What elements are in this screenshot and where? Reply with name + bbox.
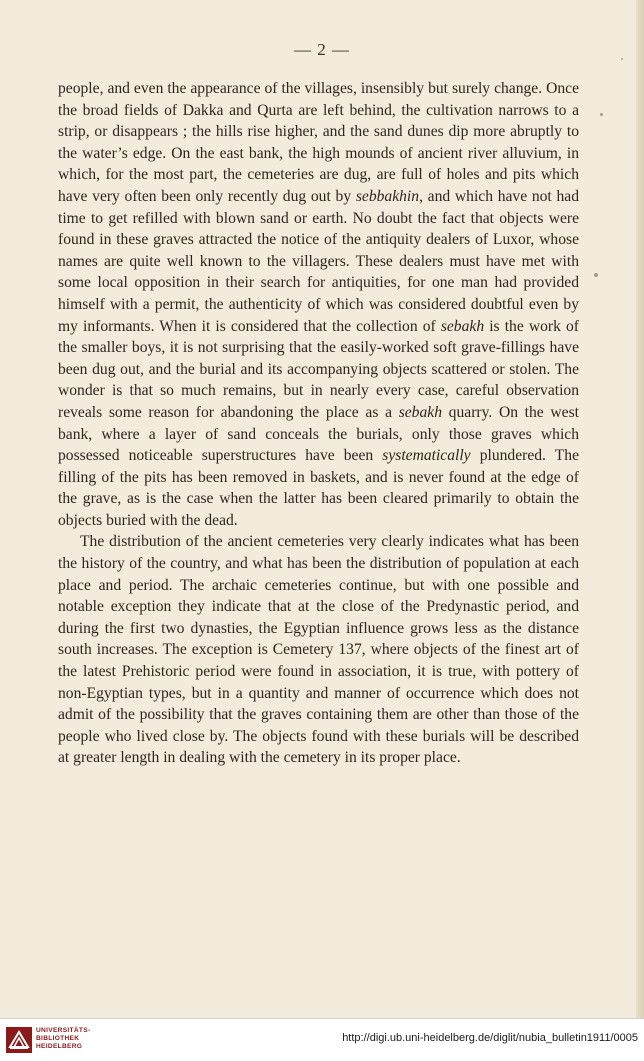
text-run: , and which have not had time to get refilled with blown sand or earth. No doubt the fact that objects were found in these graves attracted the notice of the antiquity dealers of Luxor, whose names are quite well known to the villagers. These dealers must have met with some local opposition in their search for antiquities, for one man had provided himself with a permit, the authenticity of which was considered doubtful even by my informants. When it is considered that the collection of [58, 187, 579, 335]
footer-bar [0, 1018, 644, 1061]
library-name [36, 1027, 90, 1051]
text-run: people, and even the appearance of the villages, insensibly but surely change. Once the broad fields of Dakka and Qurta are left behind, the cultivation narrows to a strip, or disappears ; the hills rise higher, and the sand dunes dip more abruptly to the water’s edge. On the east bank, the high mounds of ancient river alluvium, in which, for the most part, the cemeteries are dug, are full of holes and pits which have very often been only recently dug out by [58, 80, 579, 205]
paragraph [58, 531, 579, 769]
text-run: quarry. On the west bank, where a layer of sand conceals the burials, only those graves which possessed noticeable superstructures have been [58, 403, 579, 465]
italic-term: systematically [382, 447, 471, 465]
italic-term: sebakh [440, 317, 485, 335]
source-url-link[interactable]: http://digi.ub.uni-heidelberg.de/diglit/nubia_bulletin1911/0005 [342, 1032, 638, 1044]
italic-term: sebbakhin [355, 187, 420, 205]
scan-speck [621, 58, 623, 60]
scan-speck [594, 273, 598, 277]
library-name-line: BIBLIOTHEK [36, 1035, 80, 1042]
library-name-line: UNIVERSITÄTS- [36, 1027, 91, 1034]
text-run: The distribution of the ancient cemeteries very clearly indicates what has been the history of the country, and what has been the distribution of population at each place and period. The archaic cemeteries continue, but with one possible and notable exception they indicate that at the close of the Predynastic period, and during the first two dynasties, the Egyptian influence grows less as the distance south increases. The exception is Cemetery 137, where objects of the finest art of the latest Prehistoric period were found in association, it is true, with pottery of non-Egyptian types, but in a quantity and manner of occurrence which does not admit of the possibility that the graves containing them are other than those of the people who lived close by. The objects found with these burials will be described at greater length in dealing with the cemetery in its proper place. [58, 533, 579, 767]
page-edge-shadow [636, 0, 644, 1018]
italic-term: sebakh [398, 403, 442, 421]
text-run: plundered. The filling of the pits has been removed in baskets, and is never found at the edge of the grave, as is the case when the latter has been cleared primarily to obtain the objects buried with the dead. [58, 447, 579, 529]
text-run: is the work of the smaller boys, it is not surprising that the easily-worked soft grave-fillings have been dug out, and the burial and its accompanying objects scattered or stolen. The wonder is that so much remains, but in nearly every case, careful observation reveals some reason for abandoning the place as a [58, 317, 579, 421]
university-library-logo-icon[interactable] [6, 1027, 32, 1053]
library-name-line: HEIDELBERG [36, 1043, 83, 1050]
scan-speck [600, 113, 603, 116]
body-text [58, 78, 579, 769]
page-number: — 2 — [294, 40, 350, 59]
paragraph [58, 78, 579, 531]
